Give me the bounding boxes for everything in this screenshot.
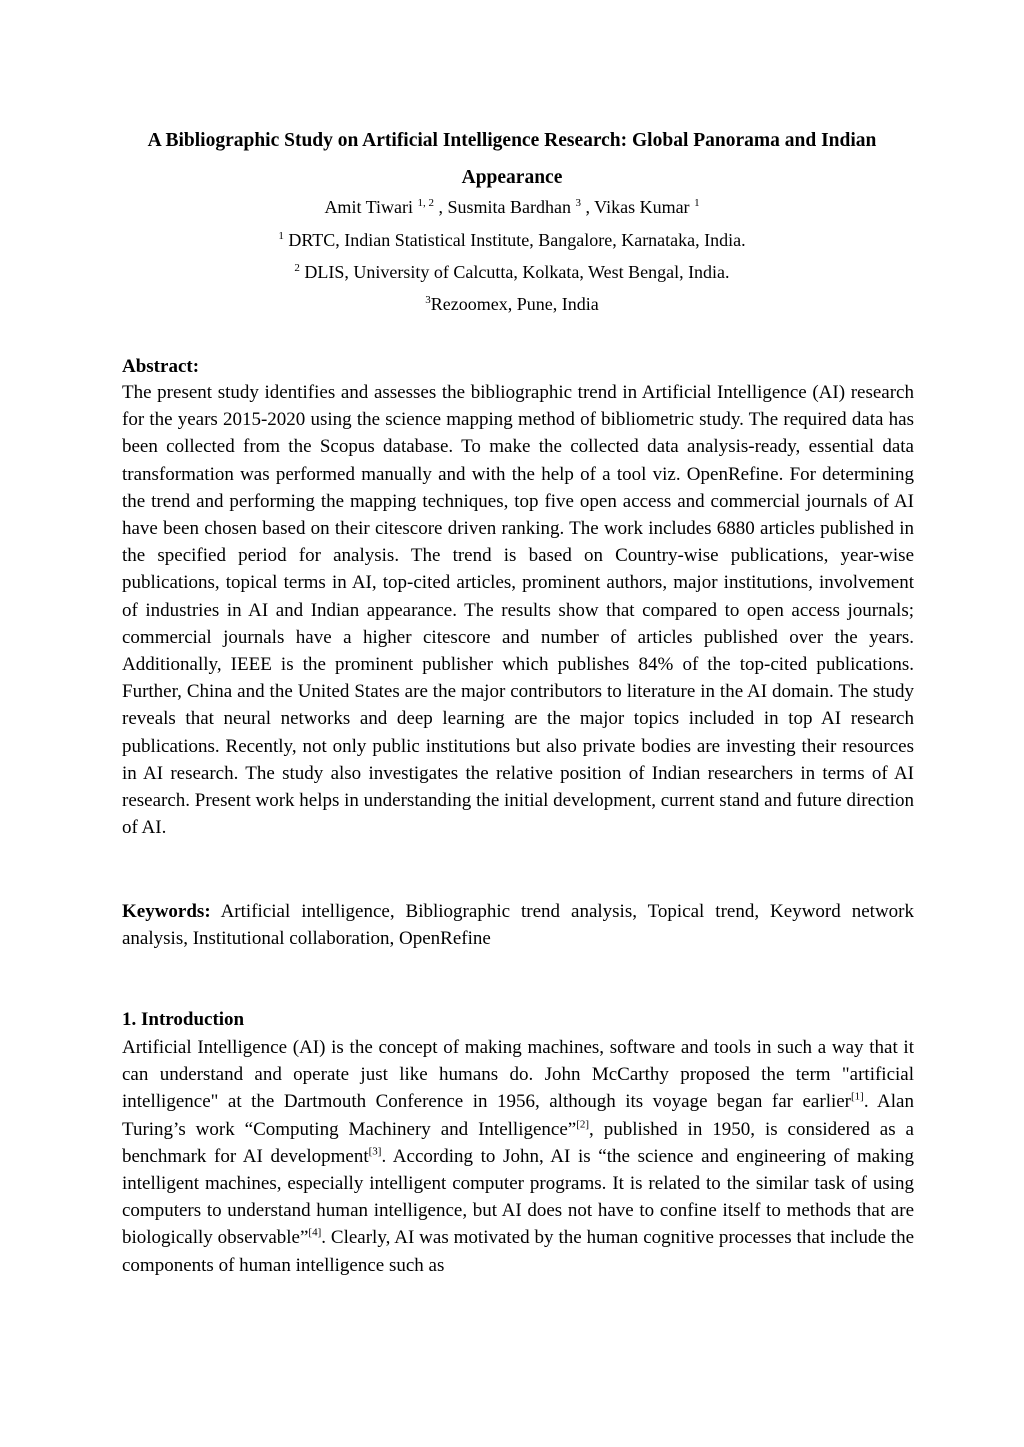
introduction-heading: 1. Introduction [122, 1009, 245, 1030]
affiliation-mark: 3 [425, 294, 431, 306]
author-affiliation-mark: 1, 2 [417, 197, 434, 209]
citation-ref: [3] [368, 1145, 382, 1158]
affiliation-text: DRTC, Indian Statistical Institute, Bangalore, Karnataka, India. [288, 230, 746, 250]
introduction-text [122, 1034, 914, 1279]
citation-ref: [4] [308, 1227, 322, 1240]
keywords-label: Keywords: [122, 901, 211, 922]
citation-ref: [2] [576, 1118, 590, 1131]
abstract-text: The present study identifies and assesses the bibliographic trend in Artificial Intelligence (AI) research for the years 2015-2020 using the science mapping method of bibliometric study. The required data has been collected from the Scopus database. To make the collected data analysis-ready, essential data transformation was performed manually and with the help of a tool viz. OpenRefine. For determining the trend and performing the mapping techniques, top five open access and commercial journals of AI have been chosen based on their citescore driven ranking. The work includes 6880 articles published in the specified period for analysis. The trend is based on Country-wise publications, year-wise publications, topical terms in AI, top-cited articles, prominent authors, major institutions, involvement of industries in AI and Indian appearance. The results show that compared to open access journals; commercial journals have a higher citescore and number of articles published over the years. Additionally, IEEE is the prominent publisher which publishes 84% of the top-cited publications. Further, China and the United States are the major contributors to literature in the AI domain. The study reveals that neural networks and deep learning are the major topics included in top AI research publications. Recently, not only public institutions but also private bodies are investing their resources in AI research. The study also investigates the relative position of Indian researchers in terms of AI research. Present work helps in understanding the initial development, current stand and future direction of AI. [122, 382, 914, 839]
author-affiliation-mark: 3 [575, 197, 581, 209]
author-name: Susmita Bardhan [447, 197, 571, 217]
intro-text-segment: . Alan Turing’s work “Computing Machinery and Intelligence” [122, 1091, 914, 1140]
affiliation-text: DLIS, University of Calcutta, Kolkata, West Bengal, India. [304, 262, 730, 282]
affiliation-mark: 2 [294, 262, 300, 274]
citation-ref: [1] [851, 1091, 864, 1104]
abstract-heading: Abstract: [122, 356, 200, 377]
author-separator: , [433, 197, 448, 217]
paper-title: A Bibliographic Study on Artificial Intelligence Research: Global Panorama and Indian Appearance [147, 130, 877, 188]
keywords-text: Artificial intelligence, Bibliographic trend analysis, Topical trend, Keyword network analysis, Institutional collaboration, OpenRefine [122, 901, 914, 950]
affiliation-text: Rezoomex, Pune, India [430, 294, 599, 314]
intro-text-segment: Artificial Intelligence (AI) is the concept of making machines, software and tools in such a way that it can understand and operate just like humans do. John McCarthy proposed the term "artificial intelligence" at the Dartmouth Conference in 1956, although its voyage began far earlier [122, 1037, 914, 1113]
intro-text-segment: , published in 1950, is considered as a benchmark for AI development [122, 1118, 914, 1167]
affiliation-line [110, 261, 914, 283]
author-separator: , [580, 197, 595, 217]
intro-text-segment: . According to John, AI is “the science and engineering of making intelligent machines, especially intelligent computer programs. It is related to the similar task of using computers to understand human intelligence, but AI does not have to confine itself to methods that are biologically observable” [122, 1145, 914, 1249]
keywords-paragraph [122, 898, 914, 952]
intro-text-segment: . Clearly, AI was motivated by the human cognitive processes that include the components of human intelligence such as [122, 1227, 915, 1276]
author-list [110, 196, 914, 218]
author-name: Amit Tiwari [324, 197, 413, 217]
affiliation-mark: 1 [278, 230, 284, 242]
affiliation-line [110, 229, 914, 251]
affiliation-line [110, 293, 914, 315]
author-affiliation-mark: 1 [694, 197, 700, 209]
author-name: Vikas Kumar [594, 197, 690, 217]
